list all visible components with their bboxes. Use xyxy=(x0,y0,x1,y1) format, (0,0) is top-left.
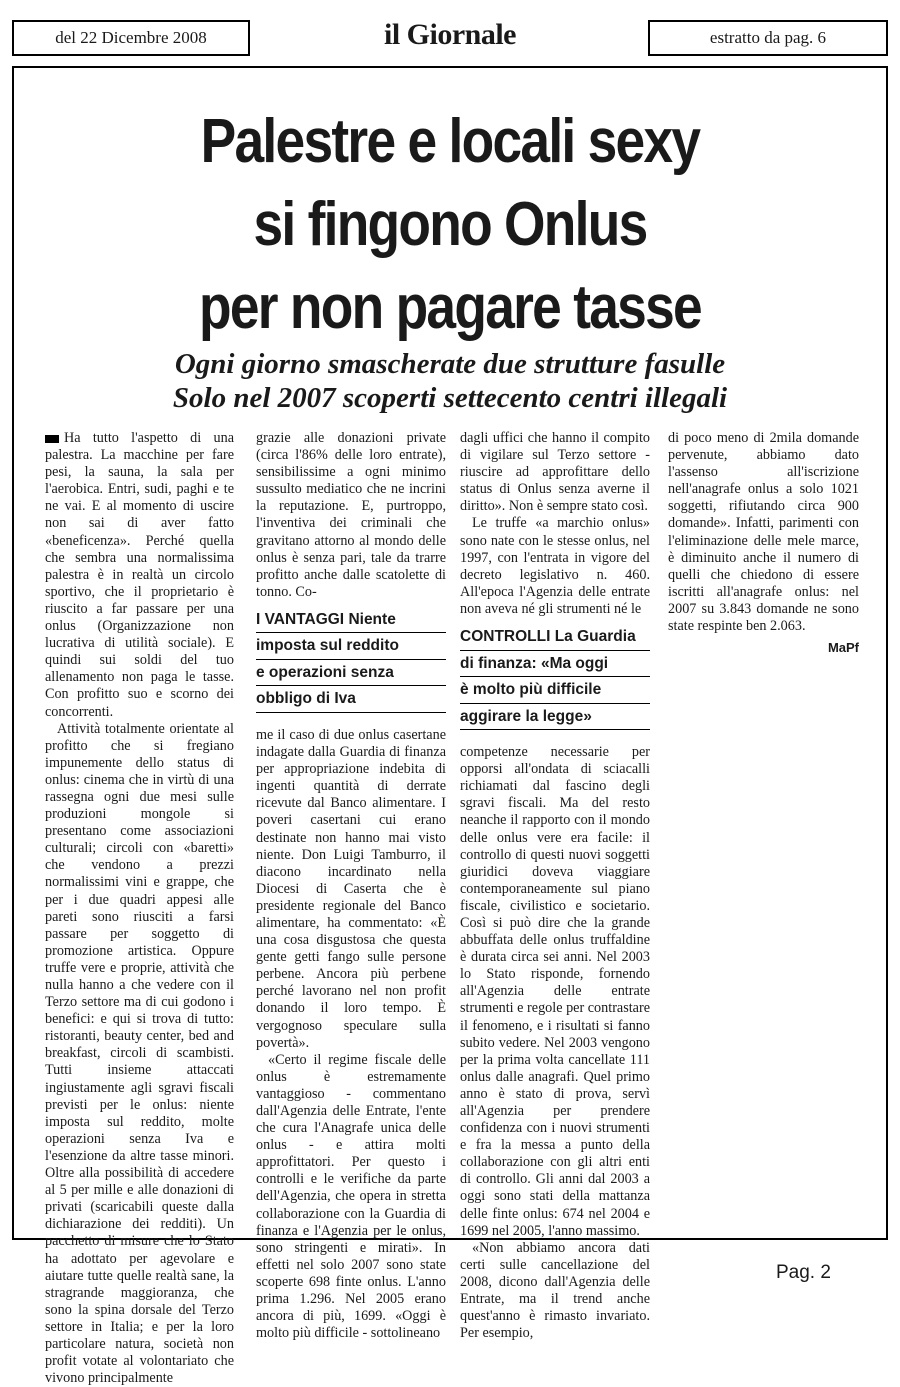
callout-vantaggi xyxy=(256,607,446,713)
callout-line: è molto più difficile xyxy=(460,677,650,704)
author-signature: MaPf xyxy=(827,640,859,656)
paragraph: Le truffe «a marchio onlus» sono nate con le stesse onlus, nel 1997, con l'entrata in vigore del decreto legislativo n. 460. All'epoca l'Agenzia delle entrate non aveva né gli strumenti né le xyxy=(460,515,650,617)
text-column-3 xyxy=(460,430,650,1342)
headline-line: per non pagare tasse xyxy=(199,273,701,342)
callout-line xyxy=(256,607,446,634)
paragraph: «Certo il regime fiscale delle onlus è estremamente vantaggioso - commentano dall'Agenzia delle Entrate, l'ente che cura l'Anagrafe unica delle onlus - e attira molti approfittatori. Per questo i controlli e le verifiche da parte dell'Agenzia, che opera in stretta collaborazione con la Guardia di finanza e l'Agenzia per le onlus, sono stringenti e mirati». In effetti nel solo 2007 sono state scoperte 698 finte onlus. L'anno prima 1.296. Nel 2005 erano ancora di più, 1699. «Oggi è molto più difficile - sottolineano xyxy=(256,1051,446,1342)
publication-date: del 22 Dicembre 2008 xyxy=(55,28,207,47)
text-column-4 xyxy=(668,430,859,656)
paragraph: «Non abbiamo ancora dati certi sulle cancellazione del 2008, dicono dall'Agenzia delle Entrate, ma il trend anche quest'anno è rimasto invariato. Per esempio, xyxy=(460,1239,650,1342)
paragraph xyxy=(45,430,234,721)
paragraph: Attività totalmente orientate al profitto che si fregiano impunemente dello status di onlus: cinema che in virtù di una rassegna ogni due mesi sulle produzioni mongole si presentano come associazioni culturali; circoli con «baretti» che vendono a prezzi normalissimi vini e grappe, che per i due quadri appesi alle pareti sono riusciti a farsi passare per soggetto di promozione artistica. Oppure truffe vere e proprie, attività che nulla hanno a che vedere con il Terzo settore ma di cui godono i benefici: e qui si trova di tutto: ristoranti, beauty center, bed and breakfast, circoli di scambisti. Tutti insieme attaccati ingiustamente agli sgravi fiscali previsti per le onlus: niente imposta sul reddito, molte operazioni senza Iva e l'esenzione da altre tasse minori. Oltre alla possibilità di accedere al 5 per mille e alle donazioni di privati (scaricabili queste dalla dichiarazione dei redditi). Un pacchetto di misure che lo Stato ha adottato per agevolare e aiutare tutte quelle realtà sane, la stragrande maggioranza, che sono la spina dorsale del Terzo settore in Italia; e per la loro particolare natura, società non profit votate al volontariato che vivono principalmente xyxy=(45,720,234,1387)
callout-line: di finanza: «Ma oggi xyxy=(460,651,650,678)
callout-line: e operazioni senza xyxy=(256,660,446,687)
callout-line: imposta sul reddito xyxy=(256,633,446,660)
callout-text: Niente xyxy=(348,610,396,628)
subhead-line: Ogni giorno smascherate due strutture fasulle xyxy=(174,348,726,380)
article-headline xyxy=(97,100,802,349)
paragraph: di poco meno di 2mila domande pervenute, abbiamo dato l'assenso all'iscrizione nell'anagrafe onlus a solo 1021 soggetti, rifiutando circa 900 domande». Infatti, parimenti con l'eliminazione delle mele marce, è diminuito anche il numero di quelli che chiedono di essere iscritti all'anagrafe onlus: nel 2007 su 3.843 domande ne sono state respinte ben 2.063. xyxy=(668,430,859,635)
extract-page-label: estratto da pag. 6 xyxy=(709,28,827,47)
callout-line: aggirare la legge» xyxy=(460,704,650,731)
text-column-1 xyxy=(45,430,234,1387)
callout-text: La Guardia xyxy=(554,628,636,646)
callout-keyword: CONTROLLI xyxy=(460,628,551,646)
paragraph: competenze necessarie per opporsi all'ondata di sciacalli richiamati dal fascino degli sgravi fiscali. Ma del resto neanche il rapporto con il mondo delle onlus vere era facile: il controllo di questi nuovi soggetti giuridici doveva viaggiare contemporaneamente sul piano fiscale, civilistico e societario. Così si può dire che la grande abbuffata delle onlus truffaldine è durata circa sei anni. Nel 2003 lo Stato risponde, fornendo all'Agenzia delle entrate strumenti e regole per contrastare il fenomeno, e i risultati si fanno subito vedere. Nel 2003 vengono per la prima volta cancellate 111 onlus dalle anagrafi. Quel primo anno è stato di prova, servì all'Agenzia per prendere confidenza con i nuovi strumenti e fra la messa a punto della collaborazione con gli altri enti di controllo. Gli anni dal 2003 a oggi sono stati della mattanza delle finte onlus: 674 nel 2004 e 1699 nel 2005, l'anno massimo. xyxy=(460,744,650,1239)
callout-line xyxy=(460,624,650,651)
date-box xyxy=(12,20,250,56)
paragraph: dagli uffici che hanno il compito di vigilare sul Terzo settore - riuscire ad approfittare dello status di Onlus senza averne il diritto». Non è sempre stato così. xyxy=(460,430,650,515)
article-start-marker xyxy=(45,435,59,443)
page-number: Pag. 2 xyxy=(776,1262,831,1283)
headline-line: Palestre e locali sexy xyxy=(200,107,700,176)
callout-keyword: I VANTAGGI xyxy=(256,610,345,628)
subhead-line: Solo nel 2007 scoperti settecento centri illegali xyxy=(172,382,728,414)
text-column-2 xyxy=(256,430,446,1342)
callout-controlli xyxy=(460,624,650,730)
article-subhead xyxy=(40,347,860,415)
paragraph-text: Ha tutto l'aspetto di una palestra. La macchine per fare pesi, la sauna, la sala per l'aerobica. Entri, sudi, paghi e te ne vai. E al momento di uscire non sai di aver fatto «beneficenza». Perché quella che sembra una normalissima palestra è in realtà un circolo sportivo, che il proprietario è riuscito a far passare per una onlus (Organizzazione non lucrativa di utilità sociale). E quindi sui soldi del tuo allenamento non paga le tasse. Con profitto suo e scorno dei concorrenti. xyxy=(45,430,234,720)
callout-line: obbligo di Iva xyxy=(256,686,446,713)
paragraph: grazie alle donazioni private (circa l'86% delle loro entrate), sensibilissime a ogni minimo sussulto mediatico che ne incrini la reputazione. E, purtroppo, l'inventiva dei criminali che gravitano attorno al mondo delle onlus è senza pari, tale da trarre profitto anche dalle scatolette di tonno. Co- xyxy=(256,430,446,600)
extract-box xyxy=(648,20,888,56)
headline-line: si fingono Onlus xyxy=(253,190,647,259)
newspaper-masthead: il Giornale xyxy=(384,18,516,51)
paragraph: me il caso di due onlus casertane indagate dalla Guardia di finanza per appropriazione indebita di ingenti quantità di derrate ricevute dal Banco alimentare. I poveri casertani cui erano destinate non hanno mai visto niente. Don Luigi Tamburro, il diacono incardinato nella Diocesi di Caserta che è presidente regionale del Banco alimentare, ha commentato: «È una cosa disgustosa che questa gente getti fango sulle persone perbene. Ancora più perbene perché lavorano nel non profit donando il loro tempo. È vergognoso speculare sulla povertà». xyxy=(256,726,446,1051)
